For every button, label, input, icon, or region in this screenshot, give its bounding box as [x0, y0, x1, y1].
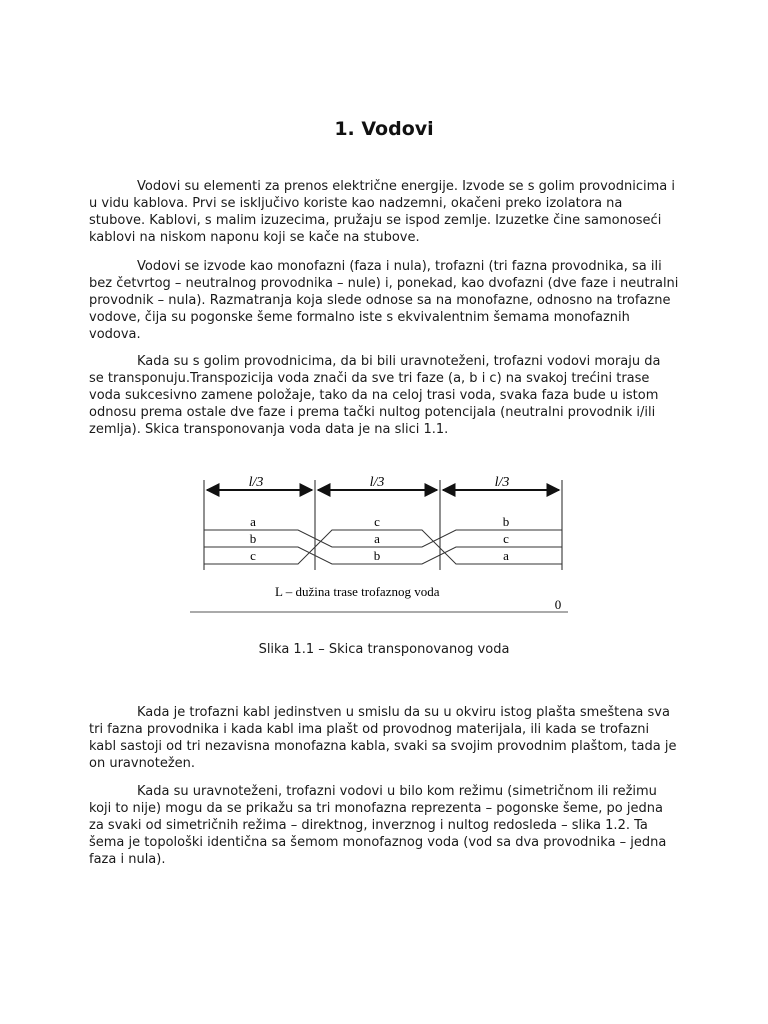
- paragraph: Kada su s golim provodnicima, da bi bili uravnoteženi, trofazni vodovi moraju da se transponuju.Transpozicija voda znači da sve tri faze (a, b i c) na svakoj trećini trase voda sukcesivno zamene položaje, tako da na celoj trasi voda, svaka faza bude u istom odnosu prema ostale dve faze i prema tački nultog potencijala (neutralni provodnik i/ili zemlja). Skica transponovanja voda data je na slici 1.1.: [89, 354, 661, 437]
- phase-labels: [250, 514, 510, 563]
- figure-caption: Slika 1.1 – Skica transponovanog voda: [258, 642, 510, 657]
- origin-label: 0: [554, 597, 562, 612]
- segment-label: l/3: [369, 475, 385, 490]
- paragraph: Vodovi su elementi za prenos električne energije. Izvode se s golim provodnicima i u vidu kablova. Prvi se isključivo koriste kao nadzemni, okačeni preko izolatora na stubove. Kablovi, s malim izuzecima, pružaju se ispod zemlje. Izuzetke čine samonoseći kablovi na niskom naponu koji se kače na stubove.: [89, 179, 675, 245]
- phase-label: b: [373, 548, 381, 563]
- phase-label: b: [249, 531, 257, 546]
- phase-label: c: [503, 531, 509, 546]
- phase-label: a: [503, 548, 509, 563]
- transposition-diagram: [190, 466, 580, 622]
- page-title: 1. Vodovi: [334, 118, 434, 140]
- phase-label: b: [502, 514, 510, 529]
- segment-label: l/3: [248, 475, 264, 490]
- paragraph: Kada su uravnoteženi, trofazni vodovi u bilo kom režimu (simetričnom ili režimu koji to nije) mogu da se prikažu sa tri monofazna reprezenta – pogonske šeme, po jedna za svaki od simetričnih režima – direktnog, inverznog i nultog redosleda – slika 1.2. Ta šema je topološki identična sa šemom monofaznog voda (vod sa dva provodnika – jedna faza i nula).: [89, 784, 667, 867]
- baseline-label: L – dužina trase trofaznog voda: [275, 584, 440, 599]
- phase-label: a: [250, 514, 256, 529]
- transposition-figure: [190, 466, 580, 622]
- phase-label: a: [374, 531, 380, 546]
- paragraph: Kada je trofazni kabl jedinstven u smislu da su u okviru istog plašta smeštena sva tri fazna provodnika i kada kabl ima plašt od provodnog materijala, ili kada se trofazni kabl sastoji od tri nezavisna monofazna kabla, svaki sa svojim provodnim plaštom, tada je on uravnotežen.: [89, 705, 677, 771]
- phase-label: c: [250, 548, 256, 563]
- segment-label: l/3: [494, 475, 510, 490]
- phase-label: c: [374, 514, 380, 529]
- paragraph: Vodovi se izvode kao monofazni (faza i nula), trofazni (tri fazna provodnika, sa ili bez četvrtog – neutralnog provodnika – nule) i, ponekad, kao dvofazni (dve faze i neutralni provodnik – nula). Razmatranja koja slede odnose sa na monofazne, odnosno na trofazne vodove, čija su pogonske šeme formalno iste s ekvivalentnim šemama monofaznih vodova.: [89, 259, 679, 342]
